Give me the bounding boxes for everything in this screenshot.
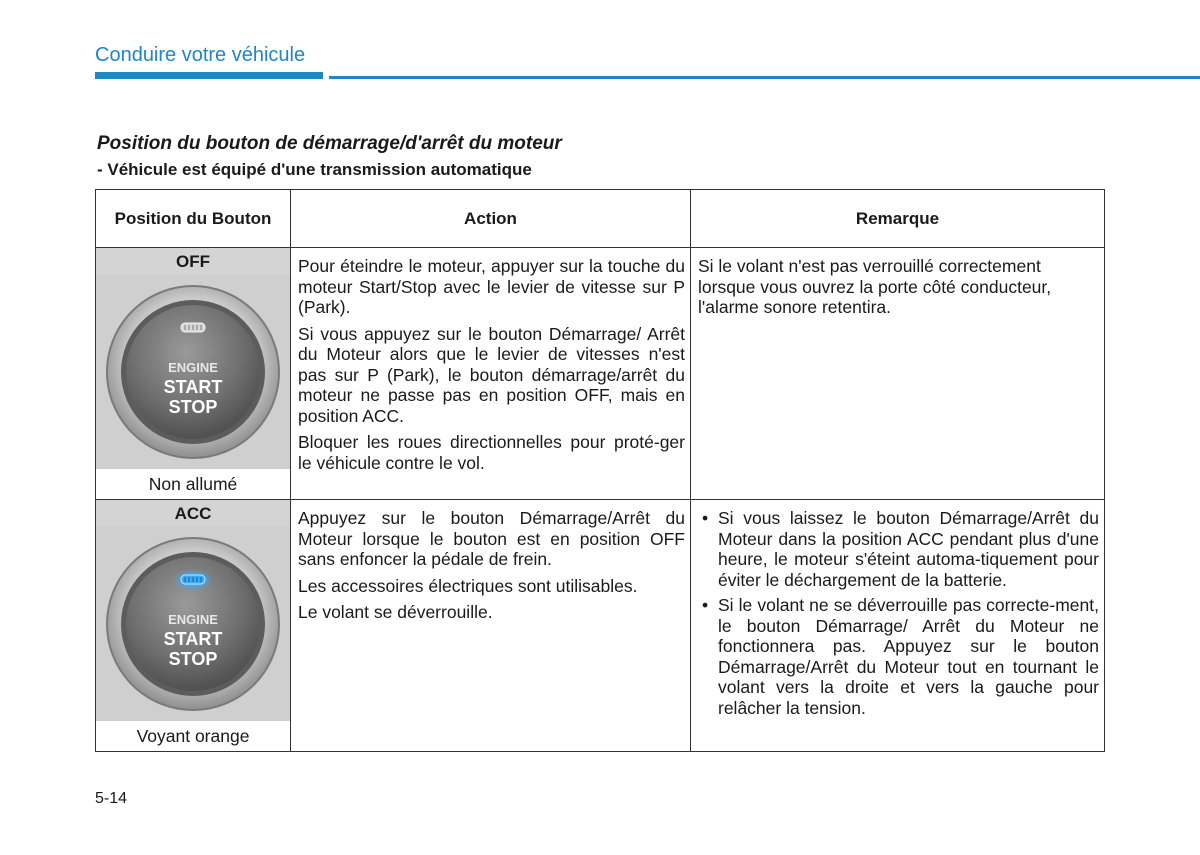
header-rule	[329, 76, 1200, 79]
chapter-title: Conduire votre véhicule	[95, 44, 306, 66]
header-rule-accent	[95, 72, 323, 79]
indicator-caption-acc: Voyant orange	[96, 721, 290, 751]
action-text: Les accessoires électriques sont utilisables.	[298, 575, 638, 596]
section-title: Position du bouton de démarrage/d'arrêt du moteur	[97, 133, 562, 154]
button-image-acc	[96, 527, 290, 721]
position-cell-off	[96, 248, 291, 500]
indicator-light-icon	[181, 323, 205, 332]
button-text-engine: ENGINE	[168, 360, 218, 375]
table-header-row	[96, 190, 1105, 248]
action-text: Pour éteindre le moteur, appuyer sur la touche du moteur Start/Stop avec le levier de vitesse sur P (Park).	[298, 256, 685, 317]
button-text-start: START	[163, 629, 223, 649]
action-text: Si vous appuyez sur le bouton Démarrage/ Arrêt du Moteur alors que le levier de vitesses n'est pas sur P (Park), le bouton démarrage/arrêt du moteur ne passe pas en position OFF, mais en position ACC.	[298, 323, 685, 426]
indicator-caption-off: Non allumé	[96, 469, 290, 499]
action-cell-acc	[291, 500, 691, 752]
button-position-table	[95, 189, 1105, 752]
button-text-stop: STOP	[168, 397, 218, 417]
remark-text: Si le volant n'est pas verrouillé correctement lorsque vous ouvrez la porte côté conducteur, l'alarme sonore retentira.	[698, 256, 1052, 317]
section-subtitle: - Véhicule est équipé d'une transmission automatique	[97, 160, 532, 179]
column-header-action: Action	[291, 190, 691, 248]
remark-list	[698, 508, 1099, 718]
engine-start-stop-button-icon	[104, 535, 282, 713]
button-text-stop: STOP	[168, 649, 218, 669]
action-cell-off	[291, 248, 691, 500]
button-text-start: START	[163, 377, 223, 397]
remark-cell-acc	[691, 500, 1105, 752]
state-label-off: OFF	[96, 248, 290, 275]
action-text: Appuyez sur le bouton Démarrage/Arrêt du Moteur lorsque le bouton est en position OFF sans enfoncer la pédale de frein.	[298, 508, 685, 569]
remark-item: • Si vous laissez le bouton Démarrage/Arrêt du Moteur dans la position ACC pendant plus d'une heure, le moteur s'éteint automa-tiquement pour éviter le déchargement de la batterie.	[718, 508, 1099, 590]
action-text: Le volant se déverrouille.	[298, 602, 493, 622]
remark-cell-off	[691, 248, 1105, 500]
page-number: 5-14	[95, 790, 128, 807]
position-cell-acc	[96, 500, 291, 752]
indicator-light-icon	[173, 569, 213, 591]
column-header-remark: Remarque	[691, 190, 1105, 248]
button-image-off	[96, 275, 290, 469]
state-label-acc: ACC	[96, 500, 290, 527]
remark-item: • Si le volant ne se déverrouille pas correcte-ment, le bouton Démarrage/ Arrêt du Moteur ne fonctionnera pas. Appuyez sur le bouton Démarrage/Arrêt du Moteur tout en tournant le volant vers la droite et vers la gauche pour relâcher la tension.	[718, 595, 1099, 718]
button-text-engine: ENGINE	[168, 612, 218, 627]
column-header-position: Position du Bouton	[96, 190, 291, 248]
table-row-off	[96, 248, 1105, 500]
table-row-acc	[96, 500, 1105, 752]
engine-start-stop-button-icon	[104, 283, 282, 461]
action-text: Bloquer les roues directionnelles pour proté-ger le véhicule contre le vol.	[298, 432, 685, 473]
